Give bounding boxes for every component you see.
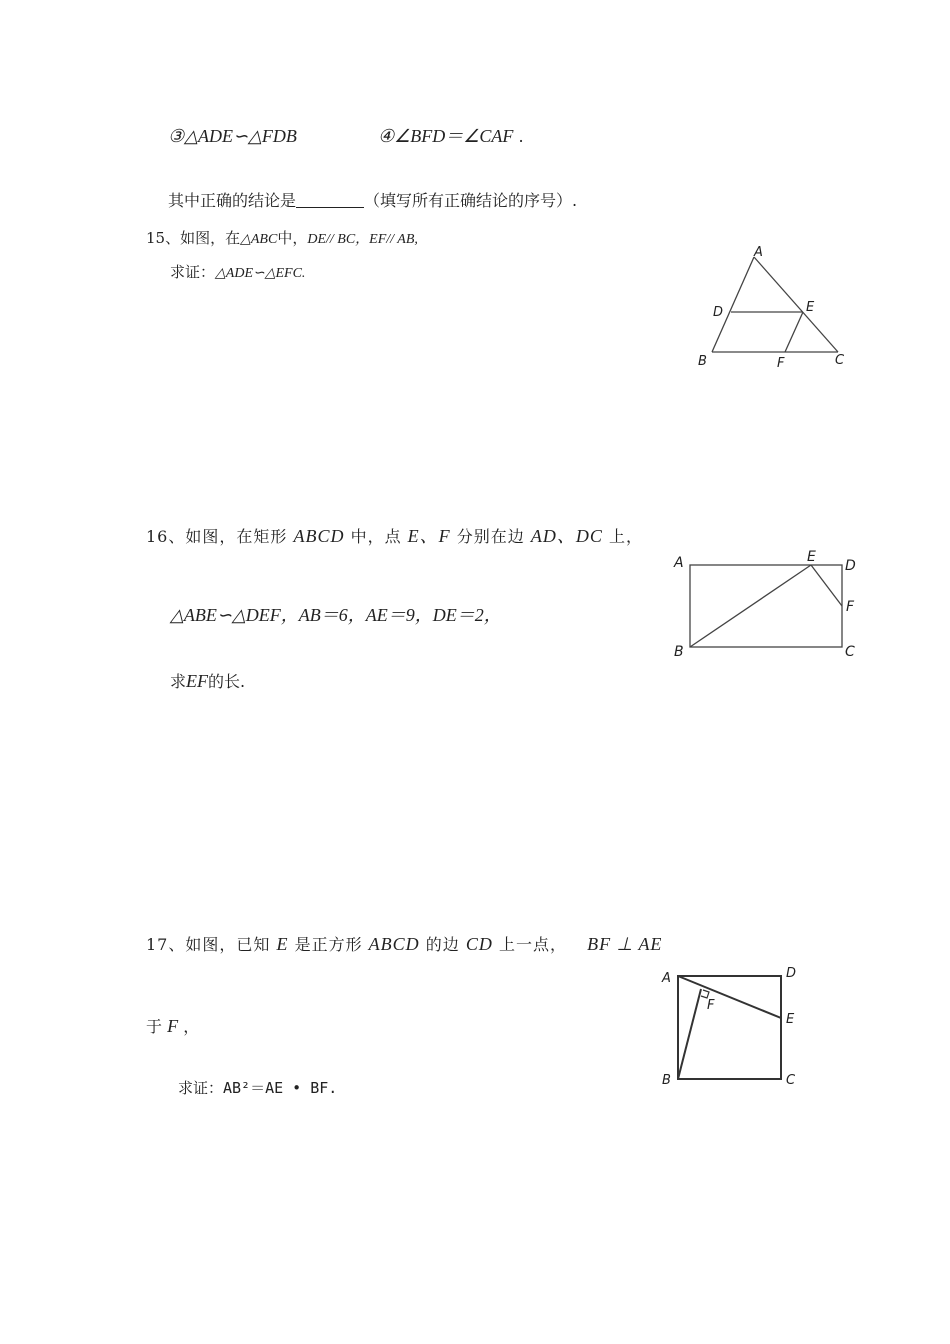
q17-line2-var: F [167,1016,179,1036]
q16-stem [146,526,643,547]
q15-number: 15、如图，在 [146,229,241,247]
q16-mid1: 中，点 [350,527,402,546]
q16-ask [170,671,245,692]
q16-rect: ABCD [293,526,345,546]
q16-condition [170,605,502,626]
q17-number: 17、如图，已知 [146,935,271,954]
answer-blank[interactable] [296,193,364,208]
q16-segment-ef [811,565,842,606]
item-3-text: ③△ADE∽△FDB [168,126,297,146]
q15-prove-label: 求证： [170,263,216,281]
q17-label-c: C [786,1073,796,1088]
q17-line2 [146,1016,199,1037]
q16-number: 16、如图，在矩形 [146,527,288,546]
conclusion-line [168,191,577,211]
q16-segment-be [690,565,811,647]
q17-perpendicular: BF ⊥ AE [587,934,663,954]
q17-right-angle-mark [701,990,709,998]
q15-conditions: DE// BC，EF// AB, [307,232,418,247]
q17-label-f: F [707,998,715,1013]
q15-label-e: E [806,300,815,315]
q17-segment-bf [678,989,701,1079]
q16-label-e: E [807,549,816,565]
q17-figure [655,960,815,1092]
q16-figure [668,545,868,670]
q16-ask-var: EF [186,671,209,691]
q15-triangle: △ABC [240,232,278,247]
q17-prove-text: 求证：AB²＝AE • BF. [178,1079,338,1097]
q16-ask-post: 的长. [208,672,246,691]
q16-mid2: 分别在边 [456,527,525,546]
q17-point: E [276,934,289,954]
q17-label-a: A [662,971,671,986]
q17-square: ABCD [368,934,420,954]
item-3 [168,126,297,147]
q17-segment-ae [678,976,781,1018]
q16-label-b: B [674,644,684,660]
q16-label-c: C [845,644,855,660]
q17-mid2: 的边 [425,935,460,954]
conclusion-prefix: 其中正确的结论是 [168,191,297,210]
q15-prove [170,262,305,284]
q15-label-a: A [754,245,763,260]
q17-square-shape [678,976,781,1079]
q17-prove [178,1078,337,1098]
q15-side-ac [754,257,838,352]
q15-figure [690,240,860,375]
q17-line2-pre: 于 [146,1017,163,1036]
q15-label-d: D [713,305,724,320]
q16-ask-pre: 求 [170,672,187,691]
q17-mid1: 是正方形 [294,935,363,954]
q15-segment-ef [785,312,803,352]
q15-mid: 中， [277,229,308,247]
q17-stem [146,934,662,955]
conclusion-suffix: （填写所有正确结论的序号）. [364,191,578,210]
q15-label-b: B [698,354,707,369]
q16-label-d: D [845,558,856,574]
q16-end: 上， [608,527,643,546]
item-4-text: ④∠BFD＝∠CAF [378,126,514,146]
q17-mid3: 上一点， [498,935,567,954]
q16-points: E、F [407,526,451,546]
q17-label-e: E [786,1012,795,1027]
q17-side: CD [465,934,493,954]
q15-stem [146,228,418,250]
q16-rectangle [690,565,842,647]
q16-label-f: F [846,599,855,615]
q15-prove-statement: △ADE∽△EFC. [215,266,306,281]
q17-label-d: D [786,966,797,981]
q16-sides: AD、DC [530,526,603,546]
q16-label-a: A [674,555,684,571]
q16-condition-text: △ABE∽△DEF，AB＝6，AE＝9，DE＝2， [170,605,502,625]
q17-line2-post: ， [183,1017,200,1036]
q17-label-b: B [662,1073,671,1088]
item-4 [378,126,524,147]
item-4-period: . [518,127,524,146]
q15-label-f: F [777,356,785,371]
q15-label-c: C [835,353,845,368]
